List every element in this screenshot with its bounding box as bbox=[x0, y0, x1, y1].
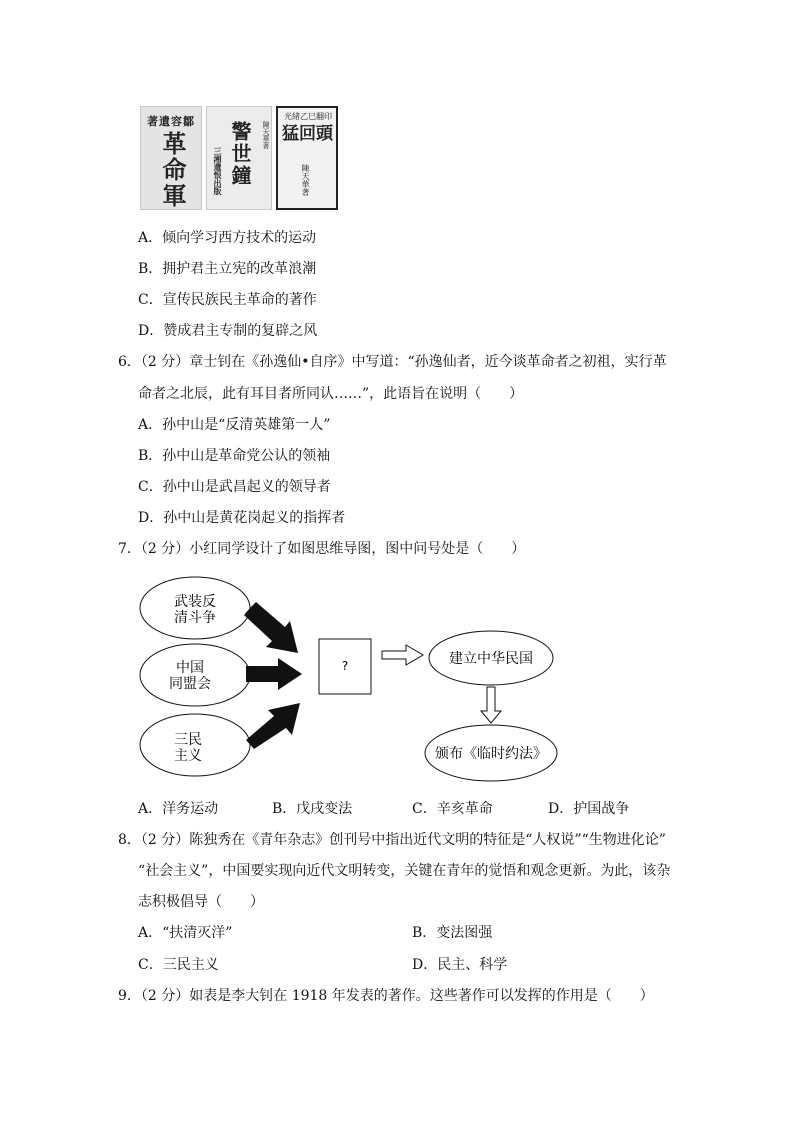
node1-text-line2: 清斗争 bbox=[174, 610, 216, 626]
q8-option-b: B．变法图强 bbox=[412, 925, 493, 941]
node1-text-line1: 武装反 bbox=[174, 594, 216, 610]
hollow-arrow-right-icon bbox=[382, 645, 423, 665]
q7-option-d: D．护国战争 bbox=[548, 801, 630, 817]
q6-option-d: D．孙中山是黄花岗起义的指挥者 bbox=[138, 510, 346, 526]
book-cover-geming-jun bbox=[140, 106, 202, 210]
node3-text-line1: 三民 bbox=[174, 732, 202, 748]
hollow-arrow-down-icon bbox=[481, 687, 501, 723]
q8-stem-line3: 志积极倡导（ ） bbox=[138, 894, 264, 910]
q6-stem-line1: 6．（2 分）章士钊在《孙逸仙•自序》中写道：“孙逸仙者，近今谈革命者之初祖，实行革 bbox=[118, 354, 667, 370]
mind-map-diagram bbox=[138, 575, 568, 790]
book3-side-text: 陳天華著 bbox=[301, 164, 310, 196]
q5-option-d: D．赞成君主专制的复辟之风 bbox=[138, 323, 318, 339]
node2-text-line1: 中国 bbox=[176, 660, 204, 676]
book-cover-jingshi-zhong bbox=[206, 106, 272, 210]
q7-option-c: C．辛亥革命 bbox=[412, 801, 493, 817]
q7-stem: 7．（2 分）小红同学设计了如图思维导图，图中问号处是（ ） bbox=[118, 541, 526, 557]
book2-side-text-2: 陳天華著 bbox=[262, 121, 270, 149]
book1-top-text: 著遺容鄒 bbox=[147, 115, 195, 128]
final-text: 颁布《临时约法》 bbox=[435, 746, 547, 762]
arrow-icon-middle bbox=[246, 658, 302, 690]
q5-option-a: A．倾向学习西方技术的运动 bbox=[138, 230, 317, 246]
book3-title: 猛回頭 bbox=[282, 124, 333, 144]
arrow-icon-top bbox=[244, 602, 298, 653]
q6-stem-line2: 命者之北辰，此有耳目者所同认……”，此语旨在说明（ ） bbox=[138, 386, 524, 402]
node3-text-line2: 主义 bbox=[174, 748, 202, 764]
node2-text-line2: 同盟会 bbox=[169, 676, 211, 692]
q5-option-c: C．宣传民族民主革命的著作 bbox=[138, 292, 317, 308]
center-question-mark: ? bbox=[341, 659, 349, 673]
book2-title: 警世鐘 bbox=[228, 121, 252, 187]
q9-stem: 9．（2 分）如表是李大钊在 1918 年发表的著作。这些著作可以发挥的作用是（ ） bbox=[118, 988, 654, 1004]
book2-side-text: 三湘遺恨出版 bbox=[213, 147, 223, 195]
arrow-icon-bottom bbox=[246, 703, 300, 749]
q8-option-c: C．三民主义 bbox=[138, 957, 219, 973]
q8-stem-line1: 8．（2 分）陈独秀在《青年杂志》创刊号中指出近代文明的特征是“人权说”“生物进化论” bbox=[118, 832, 666, 848]
book1-title: 革命軍 bbox=[158, 131, 187, 209]
q6-option-c: C．孙中山是武昌起义的领导者 bbox=[138, 479, 331, 495]
book-cover-meng-huitou bbox=[276, 106, 338, 210]
result-text: 建立中华民国 bbox=[449, 651, 533, 667]
q5-option-b: B．拥护君主立宪的改革浪潮 bbox=[138, 261, 317, 277]
q6-option-b: B．孙中山是革命党公认的领袖 bbox=[138, 448, 331, 464]
q7-option-a: A．洋务运动 bbox=[138, 801, 219, 817]
q6-option-a: A．孙中山是“反清英雄第一人” bbox=[138, 417, 331, 433]
book-cover-images bbox=[140, 106, 338, 210]
q8-option-a: A．“扶清灭洋” bbox=[138, 925, 233, 941]
q8-stem-line2: “社会主义”，中国要实现向近代文明转变，关键在青年的觉悟和观念更新。为此，该杂 bbox=[138, 863, 671, 879]
q8-option-d: D．民主、科学 bbox=[412, 957, 508, 973]
book3-top-text: 光緒乙巳翻印 bbox=[284, 112, 332, 121]
q7-option-b: B．戊戌变法 bbox=[272, 801, 353, 817]
